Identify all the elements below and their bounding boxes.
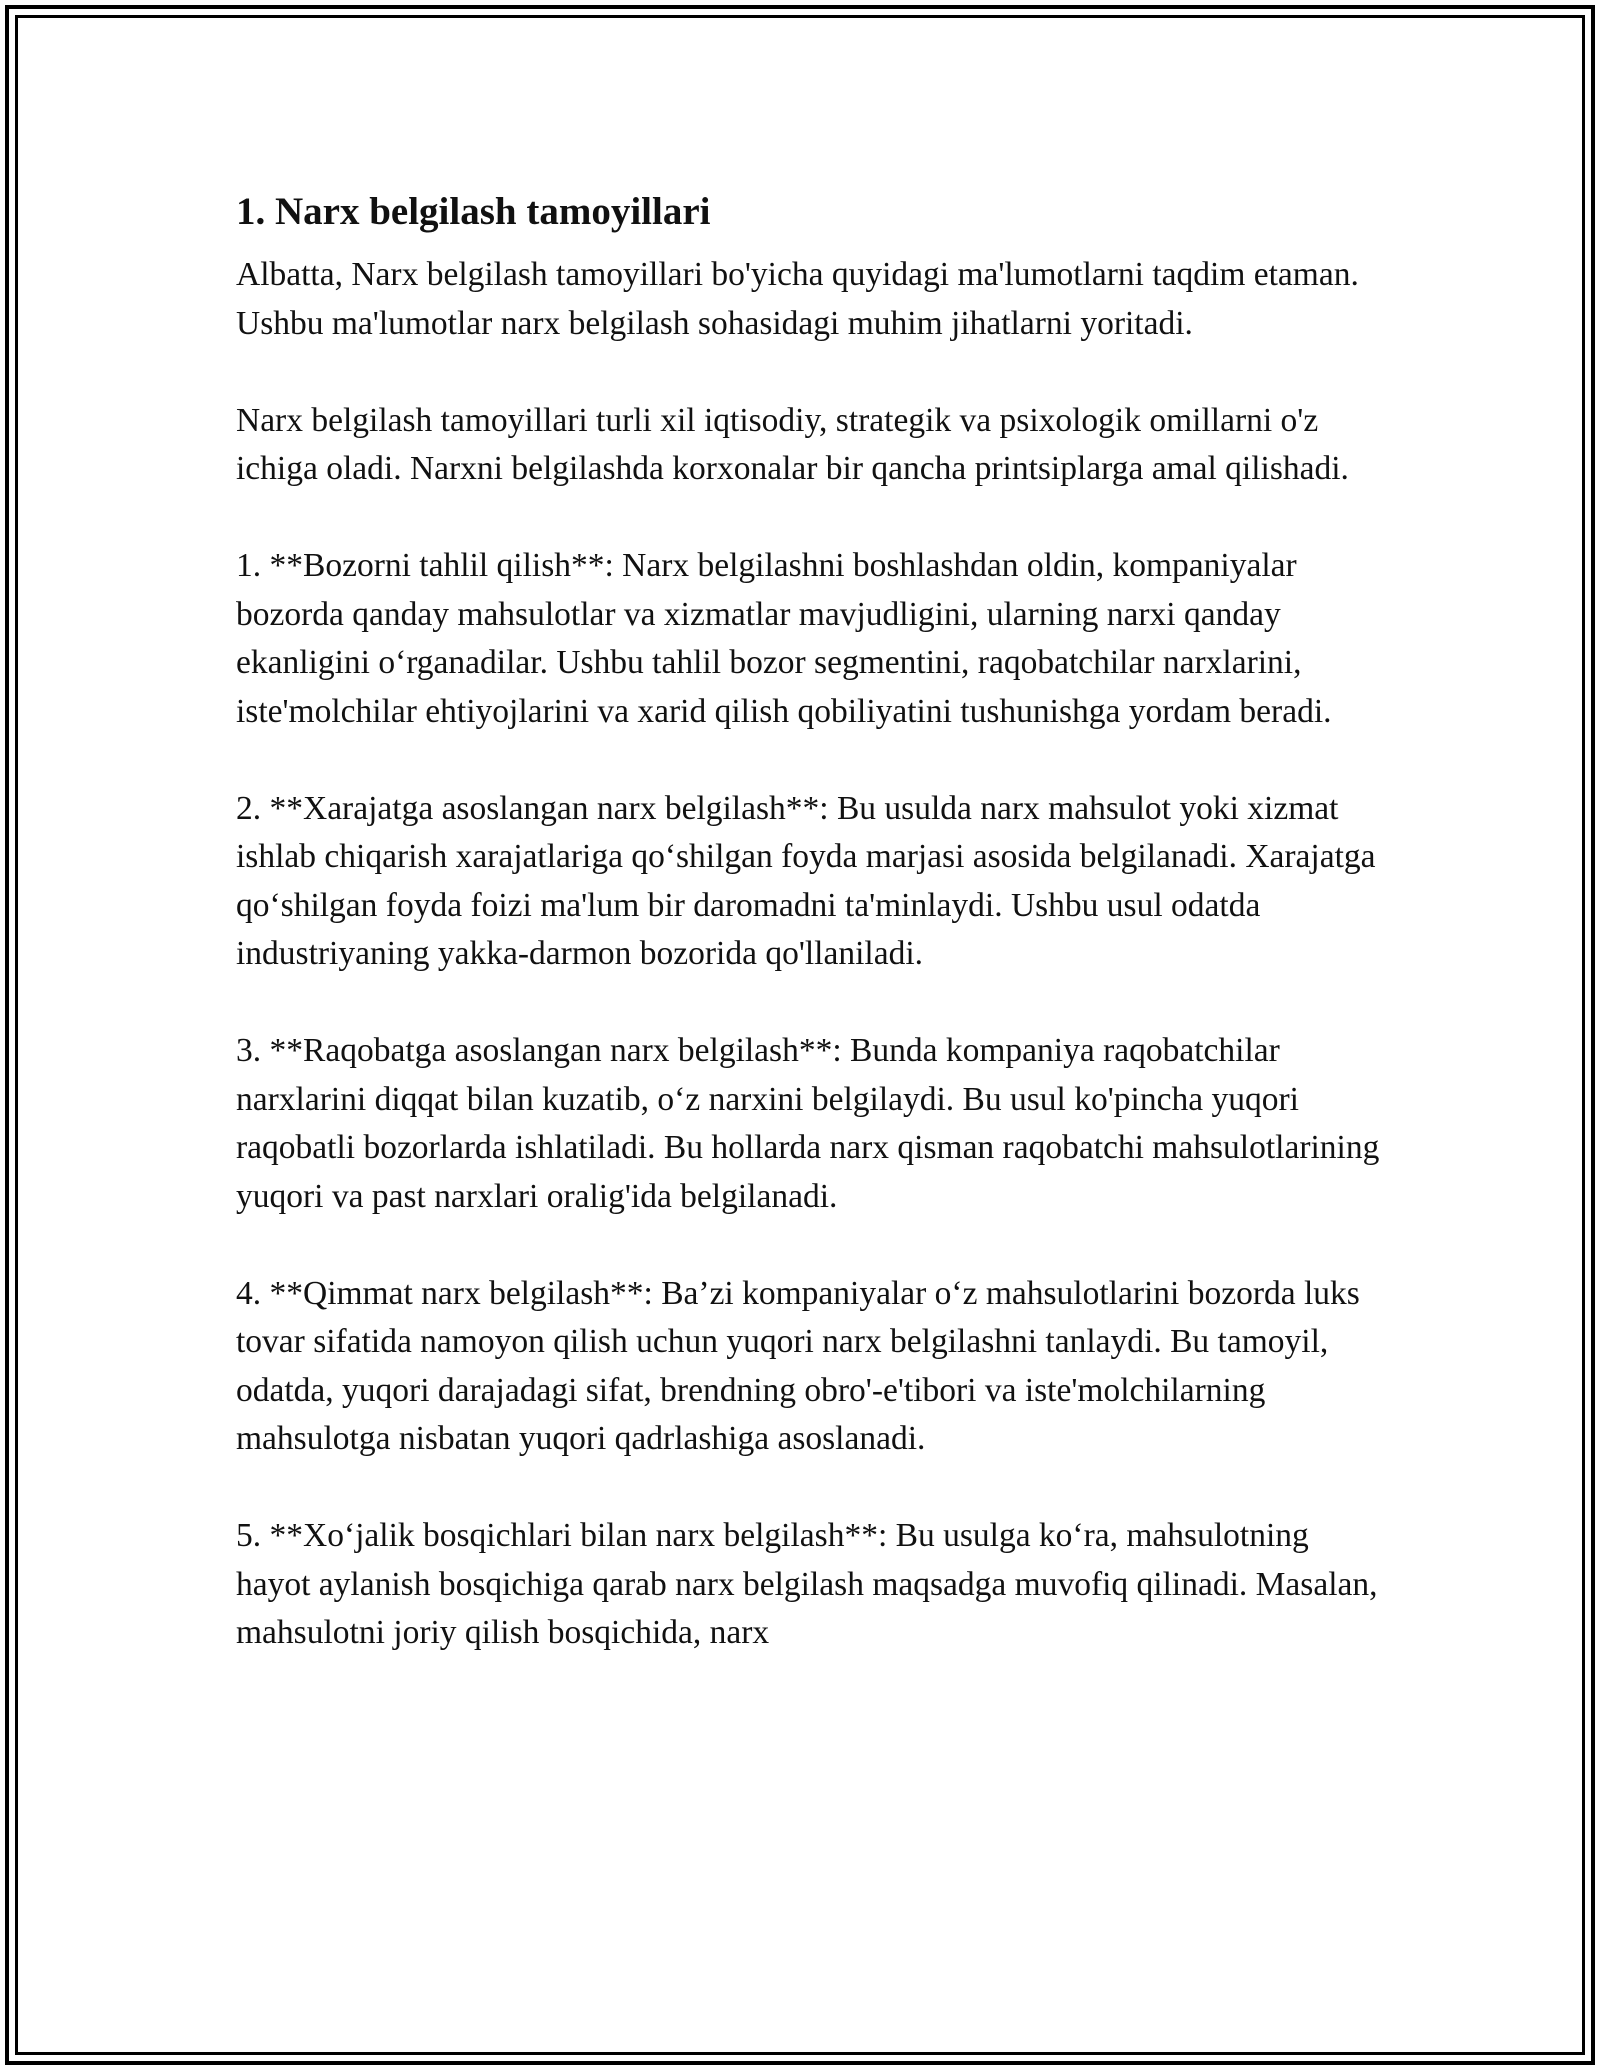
principle-cost-based-pricing: 2. **Xarajatga asoslangan narx belgilash**: Bu usulda narx mahsulot yoki xizmat ishlab chiqarish xarajatlariga qo‘shilgan foyda marjasi asosida belgilanadi. Xarajatga qo‘shilgan foyda foizi ma'lum bir daromadni ta'minlaydi. Ushbu usul odatda industriyaning yakka-darmon bozorida qo'llaniladi. — [236, 789, 1376, 972]
intro-paragraph: Albatta, Narx belgilash tamoyillari bo'yicha quyidagi ma'lumotlarni taqdim etaman. Ushbu ma'lumotlar narx belgilash sohasidagi muhim jihatlarni yoritadi. — [236, 256, 1359, 342]
principle-market-analysis: 1. **Bozorni tahlil qilish**: Narx belgilashni boshlashdan oldin, kompaniyalar bozorda qanday mahsulotlar va xizmatlar mavjudligini, ularning narxi qanday ekanligini o‘rganadilar. Ushbu tahlil bozor segmentini, raqobatchilar narxlarini, iste'molchilar ehtiyojlarini va xarid qilish qobiliyatini tushunishga yordam beradi. — [236, 547, 1332, 730]
principle-lifecycle-pricing: 5. **Xo‘jalik bosqichlari bilan narx belgilash**: Bu usulga ko‘ra, mahsulotning hayot aylanish bosqichiga qarab narx belgilash maqsadga muvofiq qilinadi. Masalan, mahsulotni joriy qilish bosqichida, narx — [236, 1517, 1378, 1651]
overview-paragraph: Narx belgilash tamoyillari turli xil iqtisodiy, strategik va psixologik omillarni o'z ichiga oladi. Narxni belgilashda korxonalar bir qancha printsiplarga amal qilishadi. — [236, 401, 1349, 487]
document-title: 1. Narx belgilash tamoyillari — [236, 190, 711, 233]
document-body — [236, 185, 1386, 1658]
principle-premium-pricing: 4. **Qimmat narx belgilash**: Ba’zi kompaniyalar o‘z mahsulotlarini bozorda luks tovar sifatida namoyon qilish uchun yuqori narx belgilashni tanlaydi. Bu tamoyil, odatda, yuqori darajadagi sifat, brendning obro'-e'tibori va iste'molchilarning mahsulotga nisbatan yuqori qadrlashiga asoslanadi. — [236, 1274, 1360, 1457]
principle-competition-based-pricing: 3. **Raqobatga asoslangan narx belgilash**: Bunda kompaniya raqobatchilar narxlarini diqqat bilan kuzatib, o‘z narxini belgilaydi. Bu usul ko'pincha yuqori raqobatli bozorlarda ishlatiladi. Bu hollarda narx qisman raqobatchi mahsulotlarining yuqori va past narxlari oralig'ida belgilanadi. — [236, 1032, 1380, 1215]
